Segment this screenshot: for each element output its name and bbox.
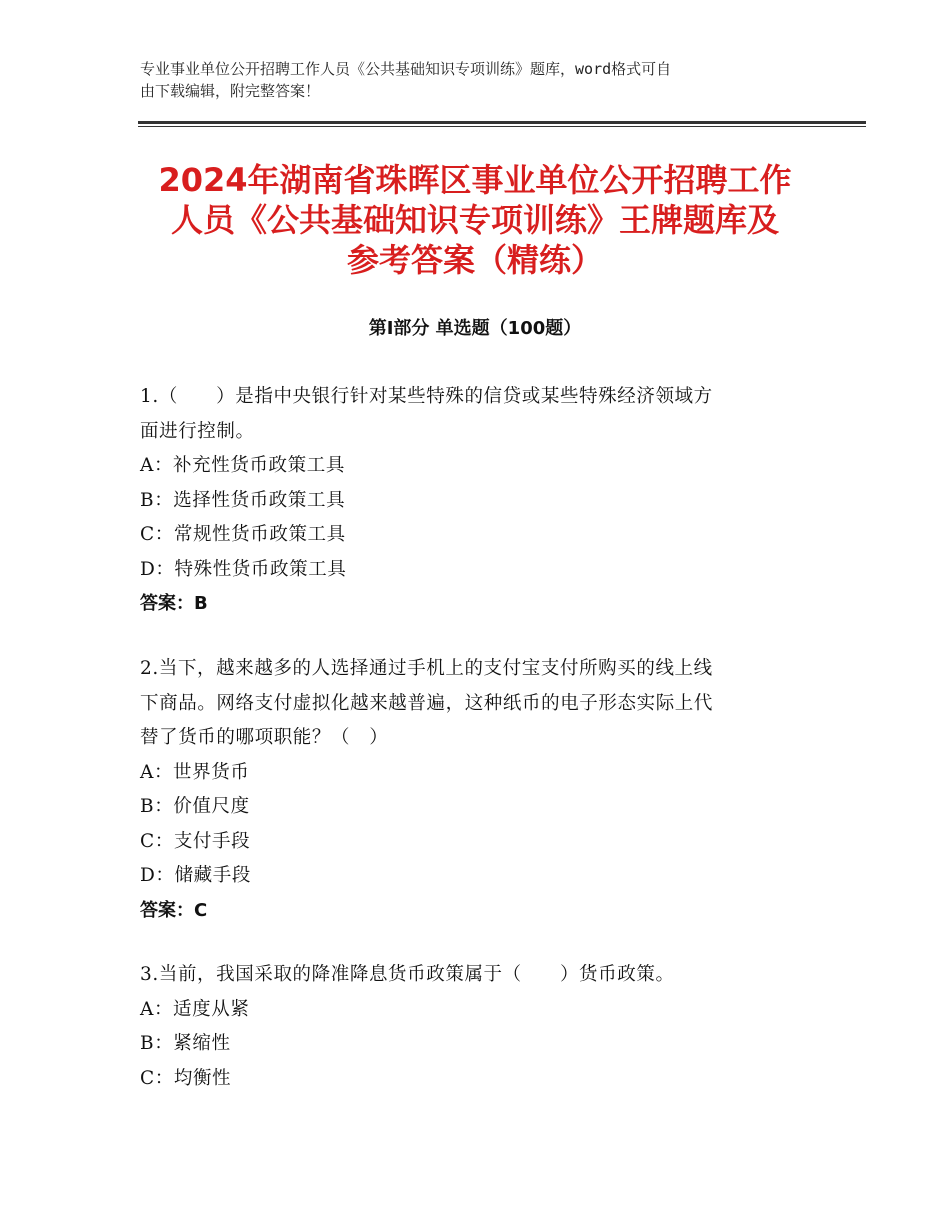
question-stem-line: 1.（ ）是指中央银行针对某些特殊的信贷或某些特殊经济领域方: [140, 386, 713, 407]
section-heading: 第I部分 单选题（100题）: [368, 318, 582, 339]
answer: 答案：C: [140, 899, 208, 921]
option-c: C：常规性货币政策工具: [140, 524, 346, 545]
answer: 答案：B: [140, 593, 208, 614]
option-a: A：适度从紧: [140, 998, 250, 1020]
question-stem-line: 替了货币的哪项职能？（ ）: [140, 727, 389, 748]
option-d: D：储藏手段: [140, 865, 251, 886]
title-line: 人员《公共基础知识专项训练》王牌题库及: [170, 201, 779, 239]
title-line: 2024年湖南省珠晖区事业单位公开招聘工作: [158, 161, 792, 199]
option-a: A：补充性货币政策工具: [140, 455, 345, 476]
option-b: B：价值尺度: [140, 796, 250, 817]
header-divider: [138, 121, 866, 124]
option-c: C：均衡性: [140, 1067, 232, 1089]
header-note-line: 专业事业单位公开招聘工作人员《公共基础知识专项训练》题库，word格式可自: [140, 60, 672, 78]
option-d: D：特殊性货币政策工具: [140, 558, 347, 580]
option-c: C：支付手段: [140, 830, 251, 852]
header-divider-thin: [138, 126, 866, 127]
question-stem-line: 面进行控制。: [140, 420, 255, 442]
option-a: A：世界货币: [140, 761, 250, 783]
header-note-line: 由下载编辑，附完整答案！: [140, 82, 321, 100]
question-stem-line: 3.当前，我国采取的降准降息货币政策属于（ ）货币政策。: [140, 964, 675, 985]
question-3: [140, 958, 810, 1096]
title-line: 参考答案（精练）: [346, 241, 603, 279]
question-2: [140, 652, 810, 928]
question-stem-line: 2.当下，越来越多的人选择通过手机上的支付宝支付所购买的线上线: [140, 658, 713, 679]
option-b: B：选择性货币政策工具: [140, 489, 346, 511]
document-title: [125, 160, 825, 280]
header-note: [140, 58, 820, 102]
option-b: B：紧缩性: [140, 1033, 231, 1054]
question-stem-line: 下商品。网络支付虚拟化越来越普遍，这种纸币的电子形态实际上代: [140, 692, 714, 714]
question-1: [140, 380, 810, 622]
